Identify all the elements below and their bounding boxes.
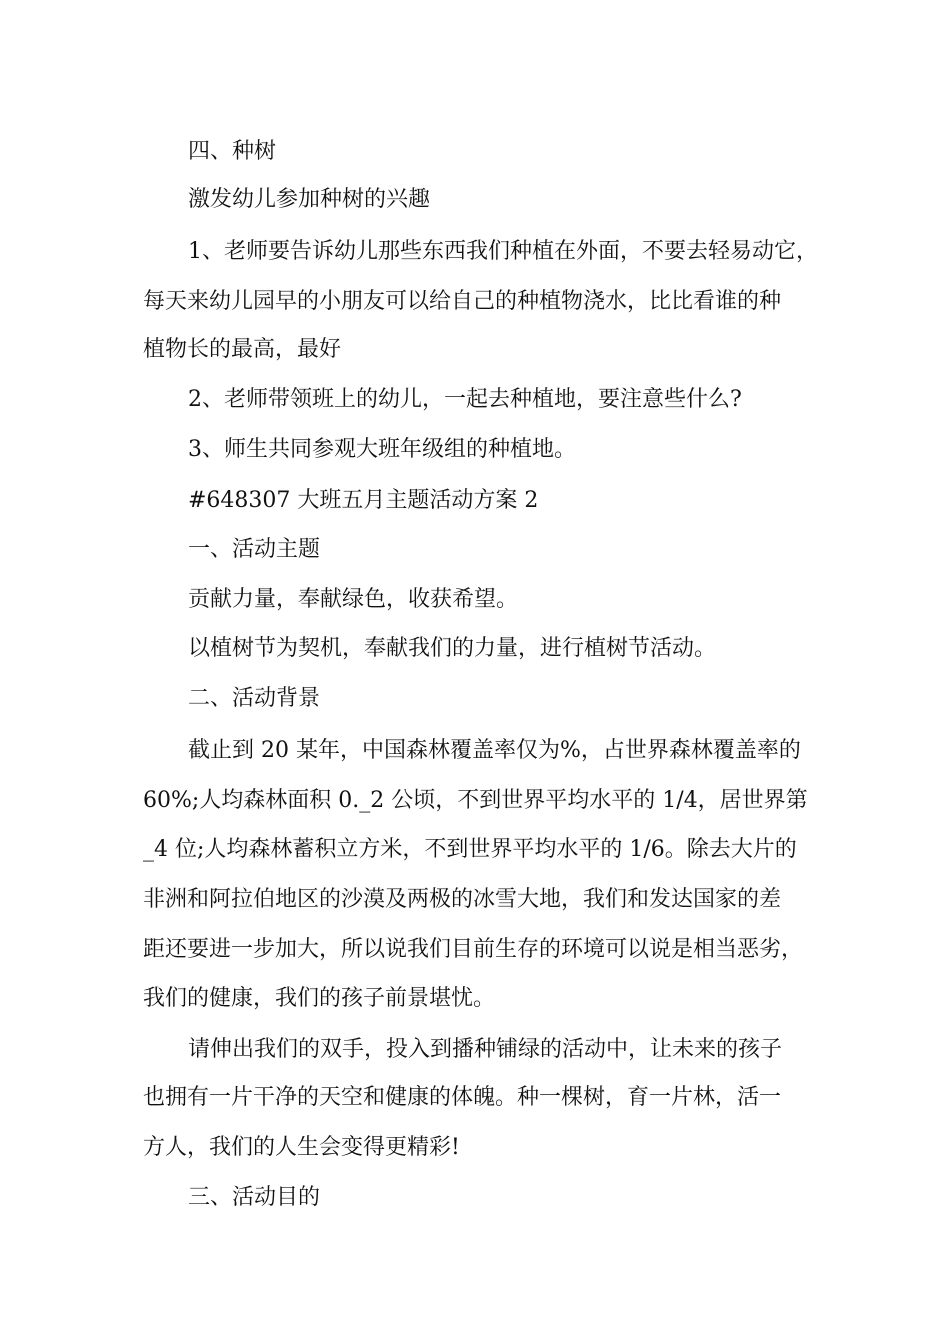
paragraph-line: 2、老师带领班上的幼儿，一起去种植地，要注意些什么? — [188, 387, 742, 412]
paragraph-line: 贡献力量，奉献绿色，收获希望。 — [188, 587, 519, 612]
paragraph-line: 非洲和阿拉伯地区的沙漠及两极的冰雪大地，我们和发达国家的差 — [143, 887, 782, 912]
paragraph-line: 截止到 20 某年，中国森林覆盖率仅为%，占世界森林覆盖率的 — [188, 738, 801, 763]
paragraph-line: 60%;人均森林面积 0._2 公顷，不到世界平均水平的 1/4，居世界第 — [143, 788, 808, 813]
section-heading-plant-trees: 四、种树 — [188, 139, 277, 164]
section-heading-activity-background: 二、活动背景 — [188, 686, 321, 711]
paragraph-line: 也拥有一片干净的天空和健康的体魄。种一棵树，育一片林，活一 — [143, 1085, 782, 1110]
document-subtitle: #648307 大班五月主题活动方案 2 — [188, 488, 539, 513]
paragraph-line: 植物长的最高，最好 — [143, 337, 342, 362]
section-heading-activity-theme: 一、活动主题 — [188, 537, 321, 562]
paragraph-line: 请伸出我们的双手，投入到播种铺绿的活动中，让未来的孩子 — [188, 1037, 783, 1062]
paragraph-line: 每天来幼儿园早的小朋友可以给自己的种植物浇水，比比看谁的种 — [143, 289, 782, 314]
paragraph-line: 1、老师要告诉幼儿那些东西我们种植在外面，不要去轻易动它， — [188, 239, 818, 264]
paragraph-line: _4 位;人均森林蓄积立方米，不到世界平均水平的 1/6。除去大片的 — [143, 837, 797, 862]
paragraph-line: 3、师生共同参观大班年级组的种植地。 — [188, 437, 576, 462]
paragraph-line: 激发幼儿参加种树的兴趣 — [188, 187, 431, 212]
paragraph-line: 方人，我们的人生会变得更精彩! — [143, 1135, 460, 1160]
section-heading-activity-purpose: 三、活动目的 — [188, 1185, 321, 1210]
paragraph-line: 距还要进一步加大，所以说我们目前生存的环境可以说是相当恶劣， — [143, 937, 804, 962]
paragraph-line: 我们的健康，我们的孩子前景堪忧。 — [143, 986, 496, 1011]
paragraph-line: 以植树节为契机，奉献我们的力量，进行植树节活动。 — [188, 636, 717, 661]
